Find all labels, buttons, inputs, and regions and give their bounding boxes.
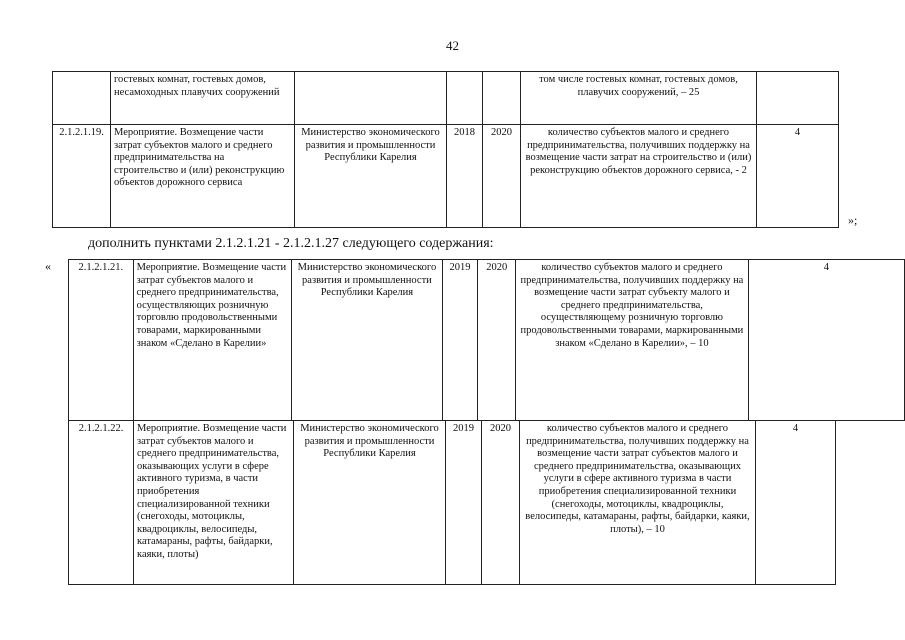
indicator-cell: том числе гостевых комнат, гостевых домов, плавучих сооружений, – 25: [521, 72, 757, 125]
amendment-heading: дополнить пунктами 2.1.2.1.21 - 2.1.2.1.27 следующего содержания:: [88, 236, 494, 251]
program-table-item-22: [68, 420, 836, 585]
closing-quote: »;: [848, 213, 858, 227]
table-row: [53, 72, 839, 125]
indicator-cell: количество субъектов малого и среднего предпринимательства, получивших поддержку на возмещение части затрат на строительство и (или) реконструкцию объектов дорожного сервиса, - 2: [521, 125, 757, 228]
program-table-continued: [52, 71, 839, 228]
ministry-cell: [295, 72, 447, 125]
event-cell: гостевых комнат, гостевых домов, несамоходных плавучих сооружений: [111, 72, 295, 125]
indicator-cell: количество субъектов малого и среднего предпринимательства, получивших поддержку на возмещение части затрат субъектов малого и среднего предпринимательства, оказывающих услуги в сфере активного туризма в части приобретения специализированной техники (снегоходы, мотоциклы, квадроциклы, велосипеды, катамараны, рафты, байдарки, каяки, плоты), – 10: [520, 421, 756, 585]
value-cell: 4: [757, 125, 839, 228]
page-number: 42: [446, 38, 459, 53]
start-year-cell: [447, 72, 483, 125]
event-cell: Мероприятие. Возмещение части затрат субъектов малого и среднего предпринимательства, осуществляющих розничную торговлю продовольственными товарами, маркированными знаком «Сделано в Карелии»: [133, 260, 292, 421]
end-year-cell: [483, 72, 521, 125]
item-number-cell: 2.1.2.1.21.: [69, 260, 134, 421]
start-year-cell: 2018: [447, 125, 483, 228]
event-cell: Мероприятие. Возмещение части затрат субъектов малого и среднего предпринимательства, оказывающих услуги в сфере активного туризма, в части приобретения специализированной техники (снегоходы, мотоциклы, квадроциклы, велосипеды, катамараны, рафты, байдарки, каяки, плоты): [134, 421, 294, 585]
value-cell: [757, 72, 839, 125]
program-table-item-21: [68, 259, 905, 421]
ministry-cell: Министерство экономического развития и промышленности Республики Карелия: [294, 421, 446, 585]
table-row: [69, 421, 836, 585]
item-number-cell: [53, 72, 111, 125]
end-year-cell: 2020: [478, 260, 516, 421]
opening-quote: «: [45, 259, 51, 273]
ministry-cell: Министерство экономического развития и промышленности Республики Карелия: [295, 125, 447, 228]
end-year-cell: 2020: [483, 125, 521, 228]
item-number-cell: 2.1.2.1.19.: [53, 125, 111, 228]
ministry-cell: Министерство экономического развития и промышленности Республики Карелия: [292, 260, 442, 421]
table-row: [69, 260, 905, 421]
item-number-cell: 2.1.2.1.22.: [69, 421, 134, 585]
start-year-cell: 2019: [442, 260, 478, 421]
value-cell: 4: [748, 260, 904, 421]
end-year-cell: 2020: [482, 421, 520, 585]
value-cell: 4: [756, 421, 836, 585]
table-row: [53, 125, 839, 228]
event-cell: Мероприятие. Возмещение части затрат субъектов малого и среднего предпринимательства на строительство и (или) реконструкцию объектов дорожного сервиса: [111, 125, 295, 228]
start-year-cell: 2019: [446, 421, 482, 585]
indicator-cell: количество субъектов малого и среднего предпринимательства, получивших поддержку на возмещение части затрат субъекту малого и среднего предпринимательства, осуществляющему розничную торговлю продовольственными товарами, маркированными знаком «Сделано в Карелии», – 10: [516, 260, 749, 421]
